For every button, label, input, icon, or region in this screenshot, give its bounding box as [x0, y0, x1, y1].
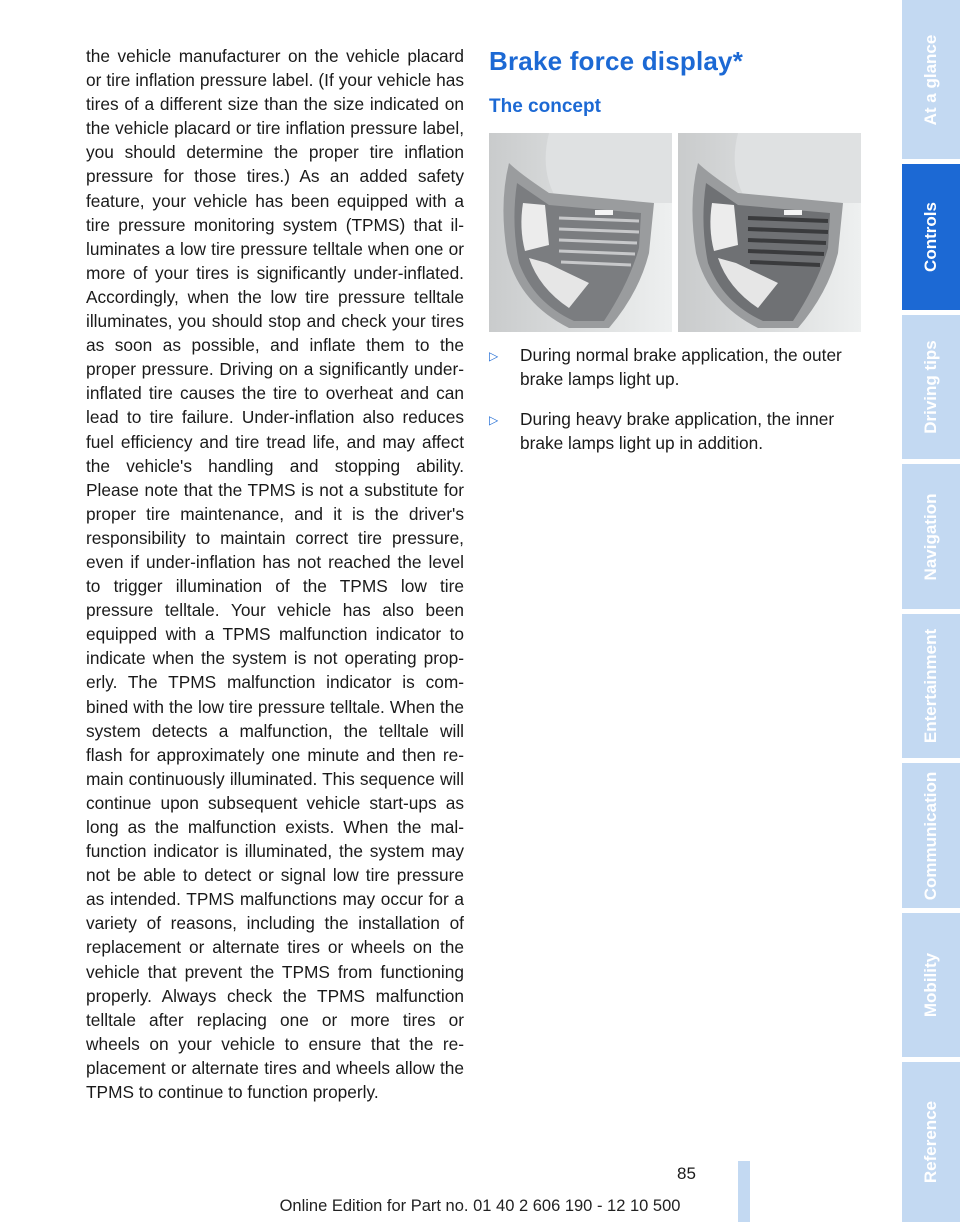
tab-label: At a glance	[921, 34, 940, 125]
tab-label: Navigation	[921, 493, 940, 580]
brake-bullets	[489, 343, 864, 471]
footer-edition: Online Edition for Part no. 01 40 2 606 190 - 12 10 500	[279, 1197, 681, 1215]
tab-navigation[interactable]	[902, 464, 960, 609]
triangle-bullet-icon: ▷	[489, 413, 499, 427]
tab-label: Reference	[921, 1100, 940, 1184]
brake-lamp-photos	[489, 133, 861, 332]
tab-label: Entertainment	[921, 628, 940, 744]
tab-entertainment[interactable]	[902, 614, 960, 758]
bullet-text: During heavy brake application, the inner brake lamps light up in addition.	[520, 409, 835, 453]
section-subtitle: The concept	[489, 96, 601, 117]
tab-communication[interactable]	[902, 763, 960, 908]
triangle-bullet-icon: ▷	[489, 349, 499, 363]
body-text-left: the vehicle manufacturer on the vehicle placard or tire inflation pressure label. (If your vehicle has tires of a different size than the size indicated on the vehicle placard or tire inflation pressure label, you should determine the proper tire inflation pressure for those tires.) As an added safety feature, your vehicle has been equipped with a tire pressure monitoring system (TPMS) that illuminates a low tire pressure telltale when one or more of your tires is significantly under-inflated. Accordingly, when the low tire pressure telltale illuminates, you should stop and check your tires as soon as possible, and inflate them to the proper pressure. Driving on a significantly under-inflated tire causes the tire to overheat and can lead to tire failure. Under-inflation also reduces fuel efficiency and tire tread life, and may affect the vehicle's handling and stopping ability. Please note that the TPMS is not a substitute for proper tire maintenance, and it is the driver's responsibility to maintain correct tire pressure, even if under-inflation has not reached the level to trigger illumination of the TPMS low tire pressure telltale. Your vehicle has also been equipped with a TPMS malfunction indicator to indicate when the system is not operating properly. The TPMS malfunction indicator is combined with the low tire pressure telltale. When the system detects a malfunction, the telltale will flash for approximately one minute and then remain continuously illuminated. This sequence will continue upon subsequent vehicle start-ups as long as the malfunction exists. When the malfunction indicator is illuminated, the system may not be able to detect or signal low tire pressure as intended. TPMS malfunctions may occur for a variety of reasons, including the installation of replacement or alternate tires or wheels on the vehicle that prevent the TPMS from functioning properly. Always check the TPMS malfunction telltale after replacing one or more tires or wheels on your vehicle to ensure that the replacement or alternate tires and wheels allow the TPMS to continue to function properly.	[86, 46, 464, 1103]
photo-heavy-braking	[678, 133, 861, 332]
tab-label: Controls	[921, 202, 940, 272]
tab-label: Communication	[921, 771, 940, 900]
page-number: 85	[677, 1164, 696, 1183]
chapter-sidebar	[902, 0, 960, 1222]
tab-controls[interactable]	[902, 164, 960, 310]
list-item	[489, 407, 864, 455]
tab-driving-tips[interactable]	[902, 315, 960, 459]
section-title: Brake force display*	[489, 46, 744, 76]
bullet-text: During normal brake application, the outer brake lamps light up.	[520, 345, 842, 389]
list-item	[489, 343, 864, 391]
photo-normal-braking	[489, 133, 672, 332]
tab-mobility[interactable]	[902, 913, 960, 1057]
section-brake-force	[489, 44, 864, 78]
tab-label: Driving tips	[921, 340, 940, 434]
tab-label: Mobility	[921, 952, 940, 1018]
tab-at-a-glance[interactable]	[902, 0, 960, 159]
